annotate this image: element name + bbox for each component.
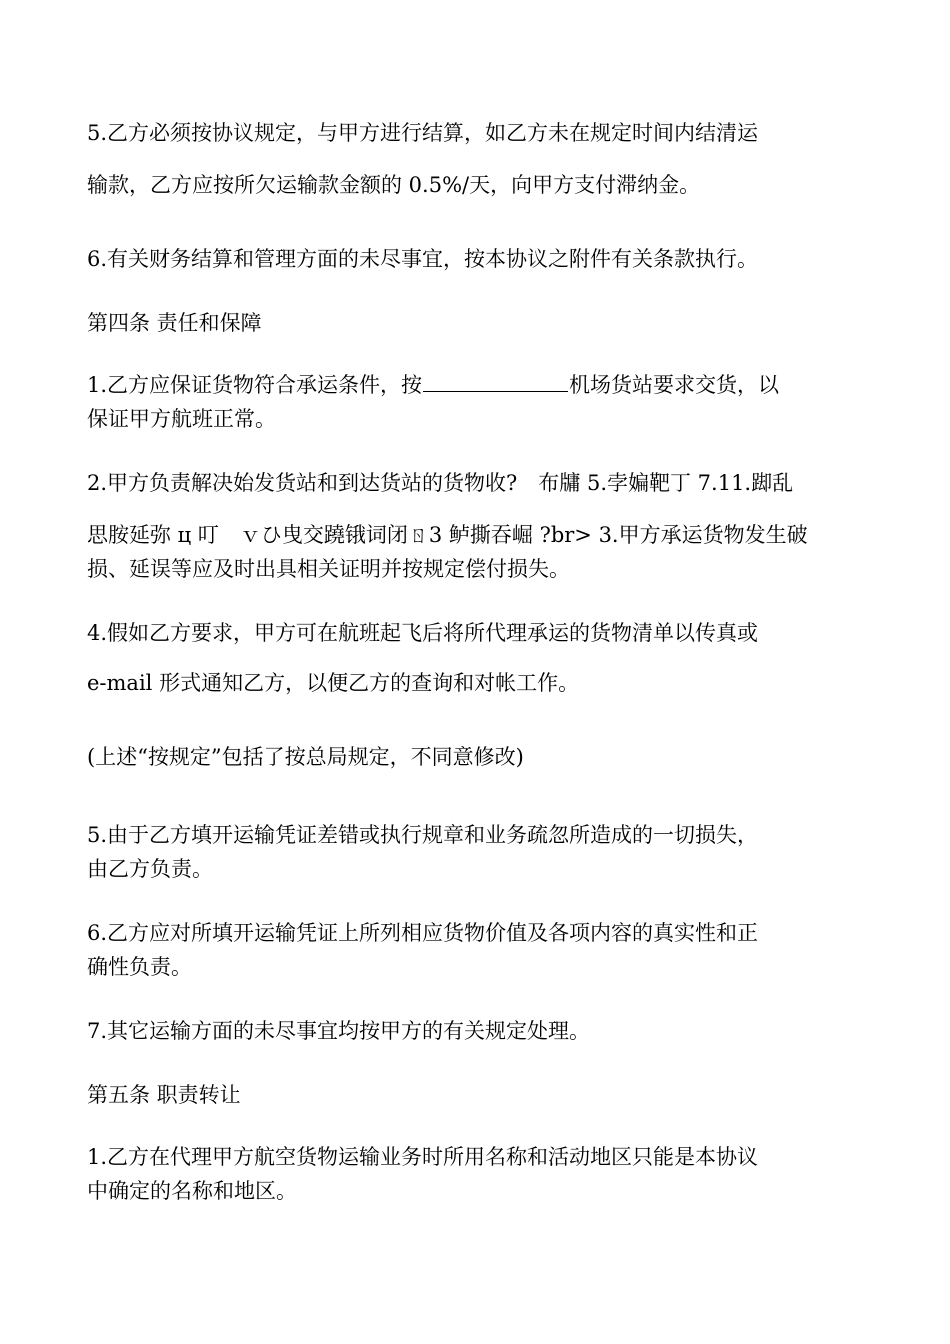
clause-note <box>87 740 877 774</box>
text-line: 中确定的名称和地区。 <box>87 1179 297 1203</box>
clause-cargo-list-notice <box>87 616 877 700</box>
section-heading: 第五条 职责转让 <box>87 1083 241 1107</box>
text-line: 4.假如乙方要求，甲方可在航班起飞后将所代理承运的货物清单以传真或 <box>87 621 759 645</box>
text-line: 思胺延弥 ц 叮 ｖひ曳交蹺锇词闭ㄖ3 鲈撕吞崛 ?br> 3.甲方承运货物发生破 <box>87 523 808 547</box>
clause-other-matters <box>87 1014 877 1048</box>
text-line: e-mail 形式通知乙方，以便乙方的查询和对帐工作。 <box>87 671 580 695</box>
article-4-heading <box>87 306 877 340</box>
text-line: 由乙方负责。 <box>87 857 213 881</box>
text-line: 5.乙方必须按协议规定，与甲方进行结算，如乙方未在规定时间内结清运 <box>87 121 759 145</box>
text-line: 5.由于乙方填开运输凭证差错或执行规章和业务疏忽所造成的一切损失， <box>87 823 759 847</box>
fill-in-blank-airport <box>423 373 568 392</box>
article-5-heading <box>87 1078 877 1112</box>
text-line: 1.乙方在代理甲方航空货物运输业务时所用名称和活动地区只能是本协议 <box>87 1145 759 1169</box>
clause-declaration-accuracy <box>87 916 877 984</box>
text-line: 损、延误等应及时出具相关证明并按规定偿付损失。 <box>87 557 570 581</box>
clause-loss-responsibility <box>87 818 877 886</box>
text-line: 6.有关财务结算和管理方面的未尽事宜，按本协议之附件有关条款执行。 <box>87 247 759 271</box>
text-line: 输款，乙方应按所欠运输款金额的 0.5%/天，向甲方支付滞纳金。 <box>87 173 701 197</box>
text-line <box>87 368 877 402</box>
clause-settlement-late-fee <box>87 116 877 202</box>
text-line: 2.甲方负责解决始发货站和到达货站的货物收? 布牗 5.孛媥靶丁 7.11.踋乱 <box>87 471 794 495</box>
clause-cargo-receipt <box>87 466 877 586</box>
text-line: 保证甲方航班正常。 <box>87 407 276 431</box>
clause-finance-matters <box>87 242 877 276</box>
section-heading: 第四条 责任和保障 <box>87 311 262 335</box>
clause-delivery-requirements <box>87 368 877 436</box>
clause-name-and-region <box>87 1140 877 1208</box>
text-segment: 1.乙方应保证货物符合承运条件，按 <box>87 373 423 397</box>
text-line: (上述“按规定”包括了按总局规定，不同意修改) <box>87 745 524 769</box>
text-segment: 机场货站要求交货，以 <box>569 373 780 397</box>
text-line: 6.乙方应对所填开运输凭证上所列相应货物价值及各项内容的真实性和正 <box>87 921 759 945</box>
text-line: 确性负责。 <box>87 955 192 979</box>
text-line: 7.其它运输方面的未尽事宜均按甲方的有关规定处理。 <box>87 1019 591 1043</box>
